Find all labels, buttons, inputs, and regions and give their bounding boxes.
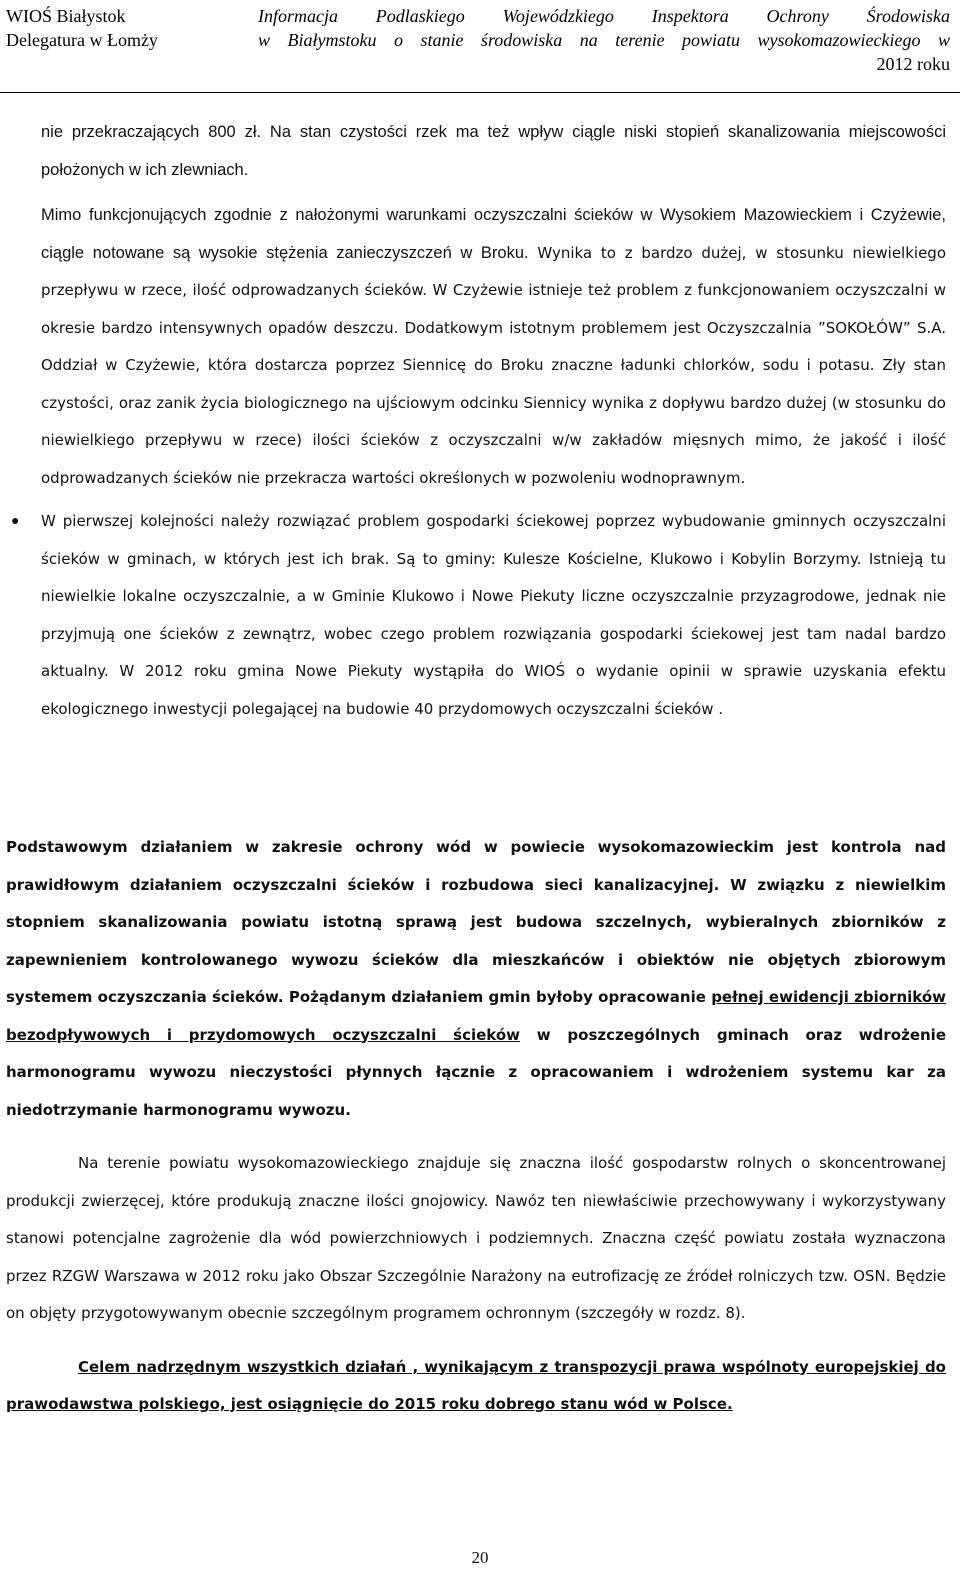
page-number: 20 — [471, 1548, 489, 1567]
body-text-indented — [6, 114, 946, 728]
paragraph-5: Na terenie powiatu wysokomazowieckiego znajduje się znaczna ilość gospodarstw rolnych o skoncentrowanej produkcji zwierzęcej, które produkują znaczne ilości gnojowicy. Nawóz ten niewłaściwie przechowywany i wykorzystywany stanowi potencjalne zagrożenie dla wód powierzchniowych i podziemnych. Znaczna część powiatu została wyznaczona przez RZGW Warszawa w 2012 roku jako Obszar Szczególnie Narażony na eutrofizację ze źródeł rolniczych tzw. OSN. Będzie on objęty przygotowywanym obecnie szczególnym programem ochronnym (szczegóły w rozdz. 8). — [6, 1154, 946, 1322]
header-title-line1: Informacja Podlaskiego Wojewódzkiego Inspektora Ochrony Środowiska — [258, 6, 950, 26]
paragraph-4-part-b: w poszczególnych gminach oraz wdrożenie harmonogramu wywozu nieczystości płynnych łącznie z opracowaniem i wdrożeniem systemu kar za niedotrzymanie harmonogramu wywozu. — [6, 1025, 946, 1119]
paragraph-2 — [41, 197, 946, 497]
paragraph-6: Celem nadrzędnym wszystkich działań , wynikającym z transpozycji prawa wspólnoty europejskiej do prawodawstwa polskiego, jest osiągnięcie do 2015 roku dobrego stanu wód w Polsce. — [6, 1357, 946, 1413]
paragraph-3: W pierwszej kolejności należy rozwiązać problem gospodarki ściekowej poprzez wybudowanie gminnych oczyszczalni ścieków w gminach, w których jest ich brak. Są to gminy: Kulesze Kościelne, Klukowo i Kobylin Borzymy. Istnieją tu niewielkie lokalne oczyszczalnie, a w Gminie Klukowo i Nowe Piekuty liczne oczyszczalnie przyzagrodowe, jednak nie przyjmują one ścieków z zewnątrz, wobec czego problem rozwiązania gospodarki ściekowej jest tam nadal bardzo aktualny. W 2012 roku gmina Nowe Piekuty wystąpiła do WIOŚ o wydanie opinii w sprawie uzyskania efektu ekologicznego inwestycji polegającej na budowie 40 przydomowych oczyszczalni ścieków . — [41, 512, 946, 718]
bullet-item — [11, 503, 946, 728]
header-org-line2: Delegatura w Łomży — [6, 30, 158, 50]
paragraph-2-part-b: Wynika to z bardzo dużej, w stosunku niewielkiego przepływu w rzece, ilość odprowadzanych ścieków. W Czyżewie istnieje też problem z funkcjonowaniem oczyszczalni w okresie bardzo intensywnych opadów deszczu. Dodatkowym istotnym problemem jest Oczyszczalnia ˮSOKOŁÓWˮ S.A. Oddział w Czyżewie, która dostarcza poprzez Siennicę do Broku znaczne ładunki chlorków, sodu i potasu. Zły stan czystości, oraz zanik życia biologicznego na ujściowym odcinku Siennicy wynika z dopływu bardzo dużej (w stosunku do niewielkiego przepływu w rzece) ilości ścieków z oczyszczalni w/w zakładów mięsnych mimo, że jakość i ilość odprowadzanych ścieków nie przekracza wartości określonych w pozwoleniu wodnoprawnym. — [41, 243, 946, 487]
header-document-title — [258, 4, 950, 76]
paragraph-4-underlined: pełnej ewidencji zbiorników bezodpływowych i przydomowych oczyszczalni ścieków — [6, 988, 946, 1044]
paragraph-2-part-a: Mimo funkcjonujących zgodnie z nałożonymi warunkami oczyszczalni ścieków w Wysokiem Mazowieckiem i Czyżewie, ciągle notowane są wysokie stężenia zanieczyszczeń w Broku. — [41, 206, 946, 262]
paragraph-1: nie przekraczających 800 zł. Na stan czystości rzek ma też wpływ ciągle niski stopień skanalizowania miejscowości położonych w ich zlewniach. — [41, 123, 946, 179]
body-text-main — [6, 829, 946, 1424]
paragraph-4-part-a: Podstawowym działaniem w zakresie ochrony wód w powiecie wysokomazowieckim jest kontrola nad prawidłowym działaniem oczyszczalni ścieków i rozbudowa sieci kanalizacyjnej. W związku z niewielkim stopniem skanalizowania powiatu istotną sprawą jest budowa szczelnych, wybieralnych zbiorników z zapewnieniem kontrolowanego wywozu ścieków dla mieszkańców i obiektów nie objętych zbiorowym systemem oczyszczania ścieków. Pożądanym działaniem gmin byłoby opracowanie — [6, 838, 946, 1006]
header-organization — [6, 4, 158, 52]
page-header — [0, 0, 960, 93]
paragraph-4 — [6, 829, 946, 1129]
header-title-line2: w Białymstoku o stanie środowiska na terenie powiatu wysokomazowieckiego w — [258, 30, 950, 50]
header-title-line3: 2012 roku — [876, 54, 950, 74]
bullet-icon: ● — [11, 514, 20, 529]
header-org-line1: WIOŚ Białystok — [6, 6, 126, 26]
